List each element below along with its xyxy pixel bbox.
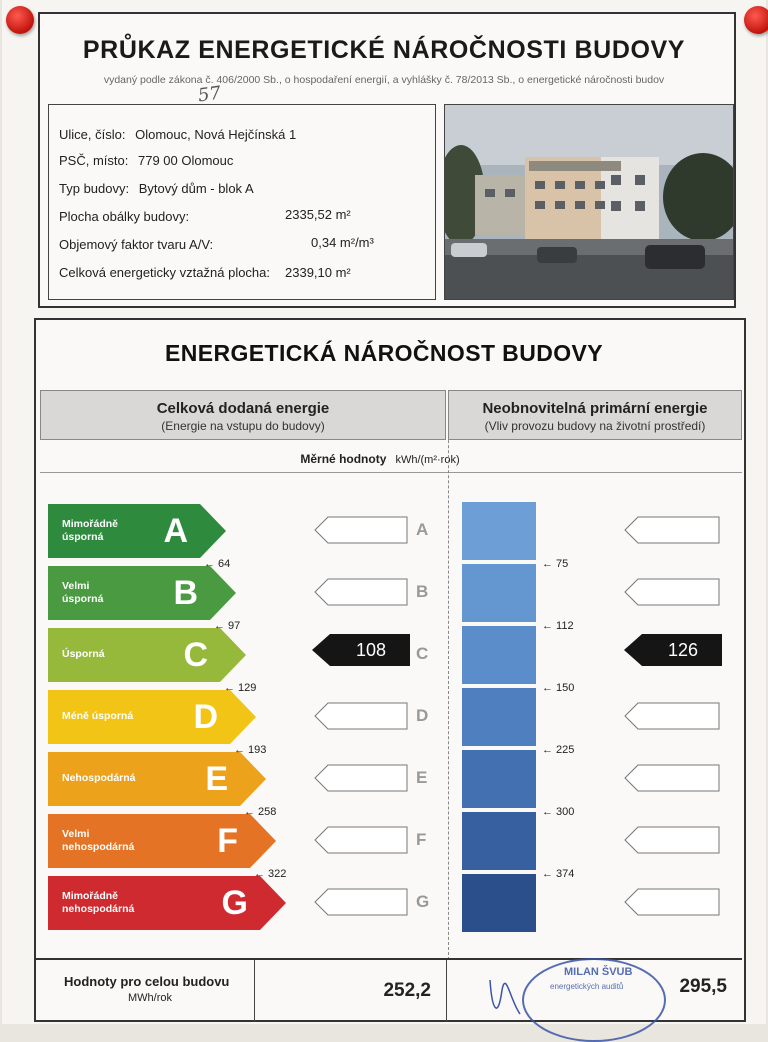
type-value: Bytový dům - blok A (138, 181, 254, 196)
type-row (59, 181, 254, 196)
left-value-text: 108 (355, 640, 387, 660)
energy-class-label: Velmi úsporná (62, 580, 104, 605)
energy-class-a (48, 504, 226, 558)
signature-mark (480, 970, 540, 1024)
type-label: Typ budovy: (59, 181, 130, 196)
right-scale-tick: ← 300 (542, 806, 575, 818)
left-class-letter: B (416, 582, 429, 601)
address-value: Olomouc, Nová Hejčínská 1 (135, 127, 297, 142)
energy-class-g (48, 876, 286, 930)
zip-row (59, 153, 233, 168)
stamp-text-name: MILAN ŠVUB (564, 966, 633, 978)
unit-row (0, 452, 760, 466)
left-scale-tick: ← 129 (224, 682, 257, 694)
zip-value: 779 00 Olomouc (137, 153, 234, 168)
left-value-marker (312, 634, 410, 666)
auditor-stamp (522, 958, 666, 1042)
handwritten-note: 57 (196, 82, 223, 107)
energy-class-label: Mimořádně nehospodárná (62, 890, 135, 915)
left-scale-tick: ← 64 (204, 558, 231, 570)
totals-label: Hodnoty pro celou budovu (64, 974, 230, 989)
left-header-sub: (Energie na vstupu do budovy) (161, 419, 325, 433)
address-label: Ulice, číslo: (59, 127, 126, 142)
right-column-header (448, 390, 742, 440)
zip-label: PSČ, místo: (59, 153, 129, 168)
right-class-marker-outline (624, 578, 718, 606)
left-class-letter: G (416, 892, 430, 911)
building-photo (444, 104, 734, 300)
primary-energy-band (462, 626, 536, 684)
energy-class-c (48, 628, 246, 682)
primary-energy-band (462, 502, 536, 560)
energy-class-letter: E (205, 760, 228, 798)
area-label: Celková energeticky vztažná plocha: (59, 265, 271, 280)
energy-class-label: Úsporná (62, 648, 105, 660)
left-column-header (40, 390, 446, 440)
certificate-title: PRŮKAZ ENERGETICKÉ NÁROČNOSTI BUDOVY (82, 36, 686, 64)
left-total-value: 252,2 (383, 980, 431, 1001)
pushpin-icon (744, 6, 768, 34)
unit-label: Měrné hodnoty (300, 452, 387, 466)
right-header-sub: (Vliv provozu budovy na životní prostředí) (484, 419, 706, 433)
energy-class-letter: B (173, 574, 198, 612)
primary-energy-band (462, 874, 536, 932)
totals-unit: MWh/rok (128, 992, 172, 1004)
right-total-value: 295,5 (679, 976, 727, 997)
right-class-marker-outline (624, 826, 718, 854)
energy-class-letter: G (221, 884, 248, 922)
shape-label: Objemový faktor tvaru A/V: (59, 237, 214, 252)
energy-class-letter: D (193, 698, 218, 736)
right-scale-tick: ← 150 (542, 682, 575, 694)
energy-class-label: Mimořádně úsporná (62, 518, 119, 543)
energy-class-b (48, 566, 236, 620)
left-class-marker-outline (314, 578, 408, 606)
energy-class-f (48, 814, 276, 868)
right-class-marker-outline (624, 702, 718, 730)
right-header-title: Neobnovitelná primární energie (482, 400, 708, 417)
left-class-marker-outline (314, 702, 408, 730)
right-class-marker-outline (624, 764, 718, 792)
envelope-label: Plocha obálky budovy: (59, 209, 190, 224)
primary-energy-band (462, 688, 536, 746)
primary-energy-band (462, 750, 536, 808)
energy-class-label: Velmi nehospodárná (62, 828, 135, 853)
left-scale-tick: ← 97 (214, 620, 241, 632)
column-divider (448, 390, 449, 960)
right-value-text: 126 (667, 640, 699, 660)
left-scale-tick: ← 258 (244, 806, 277, 818)
pushpin-icon (6, 6, 34, 34)
envelope-value: 2335,52 m² (285, 207, 351, 222)
left-class-letter: C (416, 644, 429, 663)
area-value: 2339,10 m² (285, 265, 351, 280)
unit-value: kWh/(m²·rok) (395, 454, 460, 466)
left-class-marker-outline (314, 888, 408, 916)
left-class-letter: F (416, 830, 427, 849)
stamp-text-role: energetických auditů (550, 982, 624, 991)
primary-energy-band (462, 812, 536, 870)
left-scale-tick: ← 193 (234, 744, 267, 756)
left-scale-tick: ← 322 (254, 868, 287, 880)
right-class-marker-outline (624, 888, 718, 916)
certificate-subtitle: vydaný podle zákona č. 406/2000 Sb., o hospodaření energií, a vyhlášky č. 78/2013 Sb., o energetické náročnosti budov (103, 74, 665, 86)
left-header-title: Celková dodaná energie (156, 400, 330, 417)
energy-class-letter: C (183, 636, 208, 674)
energy-class-d (48, 690, 256, 744)
energy-class-e (48, 752, 266, 806)
left-class-letter: A (416, 520, 429, 539)
energy-class-label: Nehospodárná (62, 772, 136, 784)
energy-class-letter: A (163, 512, 188, 550)
right-scale-tick: ← 112 (542, 620, 574, 632)
right-scale-tick: ← 225 (542, 744, 575, 756)
unit-divider (40, 472, 742, 473)
right-scale-tick: ← 75 (542, 558, 569, 570)
right-value-marker (624, 634, 722, 666)
address-row (59, 127, 296, 142)
energy-class-letter: F (217, 822, 238, 860)
left-class-letter: E (416, 768, 428, 787)
right-scale-tick: ← 374 (542, 868, 575, 880)
left-class-marker-outline (314, 826, 408, 854)
shape-value: 0,34 m²/m³ (311, 235, 374, 250)
primary-energy-band (462, 564, 536, 622)
left-class-marker-outline (314, 764, 408, 792)
left-total-cell (254, 960, 445, 1022)
left-class-marker-outline (314, 516, 408, 544)
energy-class-label: Méně úsporná (62, 710, 134, 722)
left-class-letter: D (416, 706, 429, 725)
right-class-marker-outline (624, 516, 718, 544)
building-info-panel (48, 104, 436, 300)
rating-title: ENERGETICKÁ NÁROČNOST BUDOVY (164, 340, 603, 366)
